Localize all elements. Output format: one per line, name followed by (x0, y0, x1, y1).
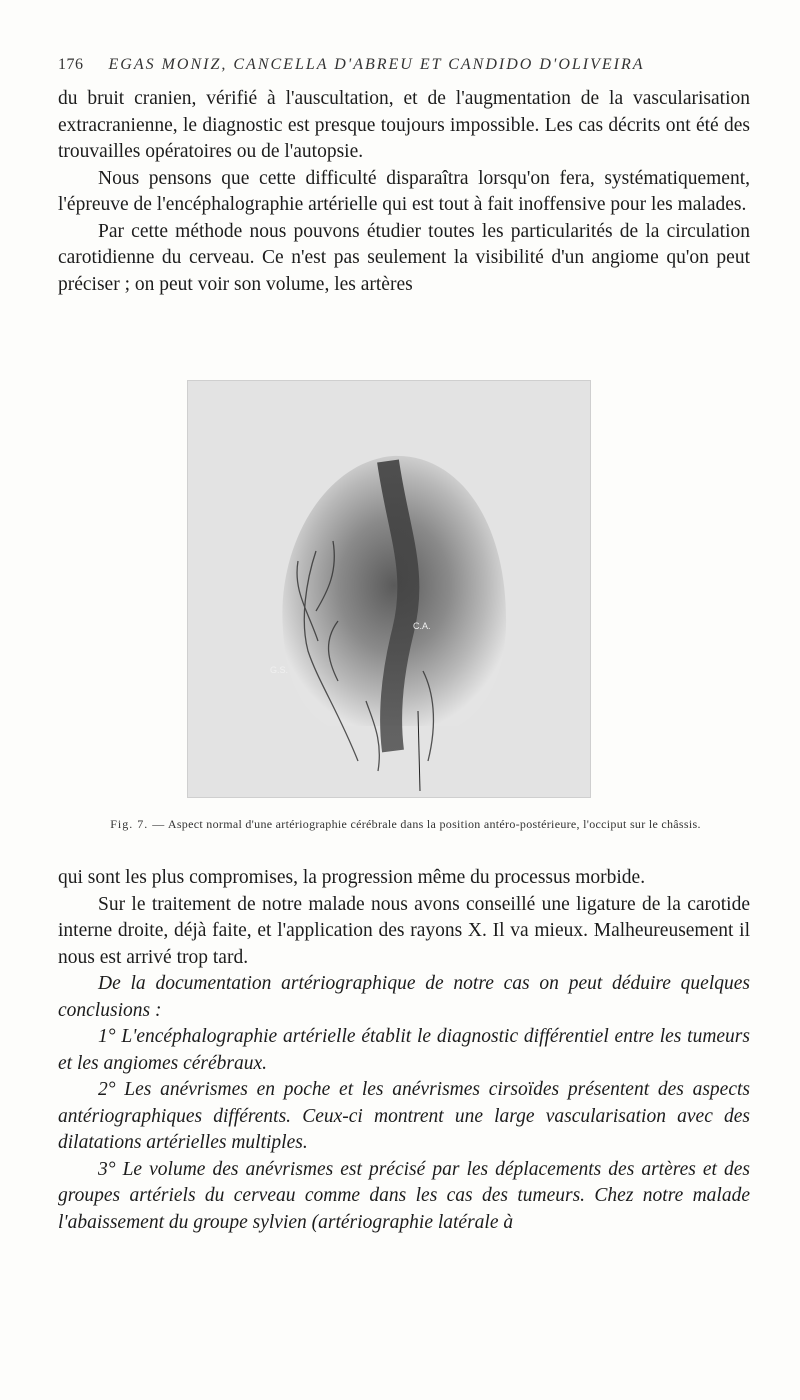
arteriography-image (188, 381, 590, 797)
running-head (58, 56, 742, 74)
arteriography-figure (187, 380, 591, 798)
page-number: 176 (58, 56, 84, 73)
paragraph: Sur le traitement de notre malade nous avons conseillé une ligature de la carotide interne droite, déjà faite, et l'application des rayons X. Il va mieux. Malheureusement il nous est arrivé trop tard. (58, 893, 750, 968)
paragraph: De la documentation artériographique de notre cas on peut déduire quelques conclusions : (58, 973, 750, 1021)
conclusion-item: 1° L'encéphalographie artérielle établit le diagnostic différentiel entre les tumeurs et les angiomes cérébraux. (58, 1026, 750, 1074)
paragraph: du bruit cranien, vérifié à l'auscultation, et de l'augmentation de la vascularisation extracranienne, le diagnostic est presque toujours impossible. Les cas décrits ont été des trouvailles opératoires ou de l'autopsie. (58, 88, 750, 162)
paragraph: Nous pensons que cette difficulté disparaîtra lorsqu'on fera, systématiquement, l'épreuve de l'encéphalographie artérielle qui est tout à fait inoffensive pour les malades. (58, 167, 750, 215)
label-gs: G.S. (270, 665, 289, 675)
conclusion-item: 2° Les anévrismes en poche et les anévrismes cirsoïdes présentent des aspects antériographiques différents. Ceux-ci montrent une large vascularisation avec des dilatations artérielles multiples. (58, 1079, 750, 1153)
caption-text: Aspect normal d'une artériographie cérébrale dans la position antéro-postérieure, l'occiput sur le châssis. (167, 817, 701, 831)
body-text-bottom (58, 865, 750, 1236)
label-ca: C.A. (413, 621, 431, 631)
paragraph: qui sont les plus compromises, la progression même du processus morbide. (58, 867, 646, 888)
figure-caption (58, 817, 753, 832)
running-head-authors: EGAS MONIZ, CANCELLA D'ABREU ET CANDIDO D'OLIVEIRA (108, 56, 645, 73)
body-text-top (58, 86, 750, 298)
paragraph: Par cette méthode nous pouvons étudier toutes les particularités de la circulation carotidienne du cerveau. Ce n'est pas seulement la visibilité d'un angiome qu'on peut préciser ; on peut voir son volume, les artères (58, 220, 750, 295)
caption-lead: Fig. 7. — (110, 817, 166, 831)
conclusion-item: 3° Le volume des anévrismes est précisé par les déplacements des artères et des groupes artériels du cerveau comme dans les cas des tumeurs. Chez notre malade l'abaissement du groupe sylvien (artériographie latérale à (58, 1158, 750, 1233)
